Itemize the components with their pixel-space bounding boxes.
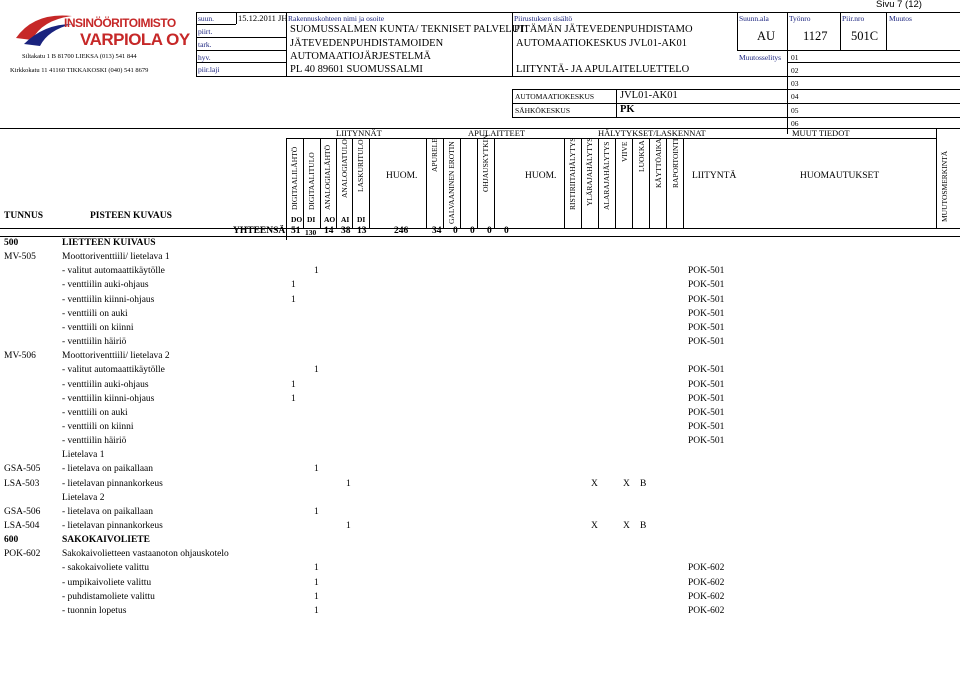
piirt-label: piirt. [198,27,213,36]
sahkokeskus-label: SÄHKÖKESKUS [515,106,571,115]
cell-do: 1 [291,294,296,305]
company-address-2: Kirkkokatu 11 41160 TIKKAKOSKI (040) 541 8679 [10,67,149,74]
sisalto-line1: PITÄMÄN JÄTEVEDENPUHDISTAMO [514,24,693,35]
piirnro-value: 501C [851,29,879,43]
suun-date: 15.12.2011 JH [238,13,288,23]
group-liitynnat: LIITYNNÄT [336,128,382,138]
cell-di: 1 [314,563,319,574]
total-c5: 0 [504,226,509,236]
total-galv: 0 [453,226,458,236]
sisalto-label: Piirustuksen sisältö [514,14,573,23]
cell-kuvaus: - sakokaivoliete valittu [62,563,150,574]
col-muutosmerkinta: MUUTOSMERKINTÄ [940,150,949,222]
cell-kuvaus: - puhdistamoliete valittu [62,591,155,602]
rev-04: 04 [791,92,799,101]
piirlaji-label: piir.laji [198,65,220,74]
cell-kuvaus: Lietelava 2 [62,492,105,503]
cell-ai: 1 [346,521,351,531]
cell-liit: POK-501 [688,421,725,432]
cell-liit: POK-501 [688,266,725,277]
rev-06: 06 [791,119,799,128]
cell-di: 1 [314,464,319,475]
cell-kuvaus: - valitut automaattikäytölle [62,266,165,277]
col-viive: VIIVE [620,141,629,162]
group-apulaitteet: APULAITTEET [468,128,526,138]
tark-label: tark. [198,40,212,49]
table-row [0,323,960,337]
cell-kuvaus: - venttiilin kiinni-ohjaus [62,294,155,305]
rev-05: 05 [791,106,799,115]
total-ai: 38 [341,226,351,236]
cell-kuvaus: - lietelava on paikallaan [62,506,153,517]
rakennus-line2: JÄTEVEDENPUHDISTAMOIDEN [290,38,444,49]
cell-di: 1 [314,506,319,517]
cell-x3: B [640,478,647,489]
cell-x2: X [623,478,630,489]
group-muut: MUUT TIEDOT [792,128,850,138]
col-luokka: LUOKKA [637,140,646,172]
cell-liit: POK-602 [688,563,725,574]
automaatiokeskus-label: AUTOMAATIOKESKUS [515,92,595,101]
cell-di: 1 [314,365,319,376]
table-row [0,252,960,266]
table-row [0,464,960,478]
cell-kuvaus: - venttiilin häiriö [62,436,127,447]
col-analogiatulo: ANALOGIATULO [340,139,349,198]
cell-liit: POK-501 [688,379,725,390]
table-row [0,266,960,280]
rev-01: 01 [791,53,799,62]
cell-liit: POK-501 [688,280,725,291]
cell-liit: POK-501 [688,322,725,333]
col-ohjauskytkin: OHJAUSKYTKIN [481,134,490,192]
rev-03: 03 [791,79,799,88]
col-laskuritulo: LASKURITULO [356,139,365,192]
cell-kuvaus: - venttiilin häiriö [62,337,127,348]
hyv-label: hyv. [198,53,211,62]
total-apurele: 34 [432,226,442,236]
total-huom: 246 [394,226,409,236]
muutosselitys-label: Muutosselitys [739,53,782,62]
table-row [0,493,960,507]
totals-label: YHTEENSÄ [233,226,286,236]
cell-kuvaus: Moottoriventtiili/ lietelava 1 [62,252,170,263]
table-row [0,436,960,450]
col-analogialahto: ANALOGIALÄHTÖ [323,145,332,210]
col-galvaaninen-erotin: GALVAANINEN EROTIN [447,141,456,224]
rev-02: 02 [791,66,799,75]
group-halytykset: HÄLYTYKSET/LASKENNAT [598,128,706,138]
sisalto-line4: LIITYNTÄ- JA APULAITELUETTELO [516,64,690,75]
cell-do: 1 [291,379,296,390]
tyonro-label: Työnro [789,14,811,23]
cell-tunnus: POK-602 [4,549,41,560]
cell-kuvaus: Sakokaivolietteen vastaanoton ohjauskotelo [62,549,229,560]
total-di: 130 [305,228,317,237]
col-huom-2: HUOM. [525,171,557,181]
cell-kuvaus: - lietelava on paikallaan [62,464,153,475]
col-di2: DI [357,215,366,224]
table-row [0,408,960,422]
cell-liit: POK-501 [688,308,725,319]
col-pisteen-kuvaus: PISTEEN KUVAUS [90,211,172,221]
col-ai: AI [341,215,350,224]
col-alarajahalytys: ALARAJAHÄLYTYS [602,141,611,210]
suun-label: suun. [198,14,215,23]
cell-tunnus: 600 [4,535,19,546]
rakennus-line3: AUTOMAATIOJÄRJESTELMÄ [290,51,431,62]
cell-tunnus: 500 [4,238,19,248]
table-row [0,394,960,408]
cell-liit: POK-501 [688,393,725,404]
tyonro-value: 1127 [803,29,828,43]
muutos-label: Muutos [889,14,912,23]
table-row [0,280,960,294]
cell-liit: POK-501 [688,436,725,447]
table-row [0,450,960,464]
col-di: DI [307,215,316,224]
table-row [0,309,960,323]
cell-do: 1 [291,280,296,291]
cell-liit: POK-501 [688,337,725,348]
piirnro-label: Piir.nro [842,14,865,23]
cell-kuvaus: - venttiilin kiinni-ohjaus [62,393,155,404]
table-row [0,535,960,549]
cell-x3: B [640,521,647,531]
table-row [0,479,960,493]
table-row [0,549,960,563]
table-row [0,578,960,592]
total-ao: 14 [324,226,334,236]
company-logo-area [0,0,196,76]
col-huomautukset: HUOMAUTUKSET [800,171,880,181]
table-row [0,337,960,351]
suunala-label: Suunn.ala [739,14,769,23]
table-row [0,380,960,394]
table-row [0,592,960,606]
cell-tunnus: GSA-506 [4,506,41,517]
cell-x1: X [591,478,598,489]
col-ao: AO [324,215,336,224]
cell-ai: 1 [346,478,351,489]
col-digitaalilahto: DIGITAALILÄHTÖ [290,146,299,210]
cell-x2: X [623,521,630,531]
cell-kuvaus: - lietelavan pinnankorkeus [62,478,163,489]
cell-kuvaus: LIETTEEN KUIVAUS [62,238,156,248]
cell-liit: POK-501 [688,407,725,418]
cell-di: 1 [314,605,319,616]
total-ohj: 0 [470,226,475,236]
cell-kuvaus: - venttiilin auki-ohjaus [62,280,149,291]
cell-kuvaus: Moottoriventtiili/ lietelava 2 [62,351,170,362]
cell-kuvaus: - venttiili on kiinni [62,421,134,432]
company-address-1: Siltakatu 1 B 81700 LIEKSA (013) 541 844 [22,53,137,60]
total-do: 51 [291,226,301,236]
cell-liit: POK-602 [688,605,725,616]
table-row [0,365,960,379]
cell-x1: X [591,521,598,531]
logo-text-line2: VARPIOLA OY [80,30,190,49]
cell-di: 1 [314,577,319,588]
total-c4: 0 [487,226,492,236]
cell-kuvaus: - venttiilin auki-ohjaus [62,379,149,390]
cell-liit: POK-501 [688,365,725,376]
cell-kuvaus: SAKOKAIVOLIETE [62,535,150,546]
table-row [0,351,960,365]
rakennus-label: Rakennuskohteen nimi ja osoite [288,14,385,23]
table-row [0,521,960,535]
cell-liit: POK-602 [688,577,725,588]
cell-tunnus: LSA-503 [4,478,40,489]
cell-kuvaus: - venttiili on auki [62,407,128,418]
col-huom-1: HUOM. [386,171,418,181]
logo-text-line1: INSINÖÖRITOIMISTO [64,16,176,30]
col-do: DO [291,215,303,224]
cell-liit: POK-602 [688,591,725,602]
cell-tunnus: GSA-505 [4,464,41,475]
cell-kuvaus: - umpikaivoliete valittu [62,577,152,588]
sisalto-line2: AUTOMAATIOKESKUS JVL01-AK01 [516,38,688,49]
cell-tunnus: MV-505 [4,252,36,263]
col-digitaalitulo: DIGITAALITULO [307,152,316,210]
table-row [0,606,960,620]
cell-kuvaus: - tuonnin lopetus [62,605,127,616]
col-tunnus: TUNNUS [4,211,44,221]
col-liityntä: LIITYNTÄ [692,171,737,181]
automaatiokeskus-value: JVL01-AK01 [620,90,678,101]
cell-kuvaus: - venttiili on auki [62,308,128,319]
cell-kuvaus: - valitut automaattikäytölle [62,365,165,376]
cell-kuvaus: Lietelava 1 [62,450,105,461]
table-row [0,238,960,252]
cell-di: 1 [314,266,319,277]
sahkokeskus-value: PK [620,104,635,115]
table-row [0,507,960,521]
rakennus-line1: SUOMUSSALMEN KUNTA/ TEKNISET PALVELUT [290,24,526,35]
total-lask: 13 [357,226,367,236]
col-ylarajahalytys: YLÄRAJAHÄLYTYS [585,137,594,206]
cell-di: 1 [314,591,319,602]
table-row [0,295,960,309]
cell-liit: POK-501 [688,294,725,305]
page-number: Sivu 7 (12) [876,0,922,10]
cell-do: 1 [291,393,296,404]
col-apurele: APURELE [430,138,439,172]
cell-kuvaus: - lietelavan pinnankorkeus [62,521,163,531]
col-ristiriitahalytys: RISTIRIITAHÄLYTYS [568,137,577,210]
cell-tunnus: LSA-504 [4,521,40,531]
table-row [0,563,960,577]
rakennus-line4: PL 40 89601 SUOMUSSALMI [290,64,423,75]
suunala-value: AU [757,29,776,43]
cell-tunnus: MV-506 [4,351,36,362]
col-kayttoaika: KÄYTTÖAIKA [654,138,663,188]
col-raportointi: RAPORTOINTI [671,138,680,188]
table-row [0,422,960,436]
cell-kuvaus: - venttiili on kiinni [62,322,134,333]
